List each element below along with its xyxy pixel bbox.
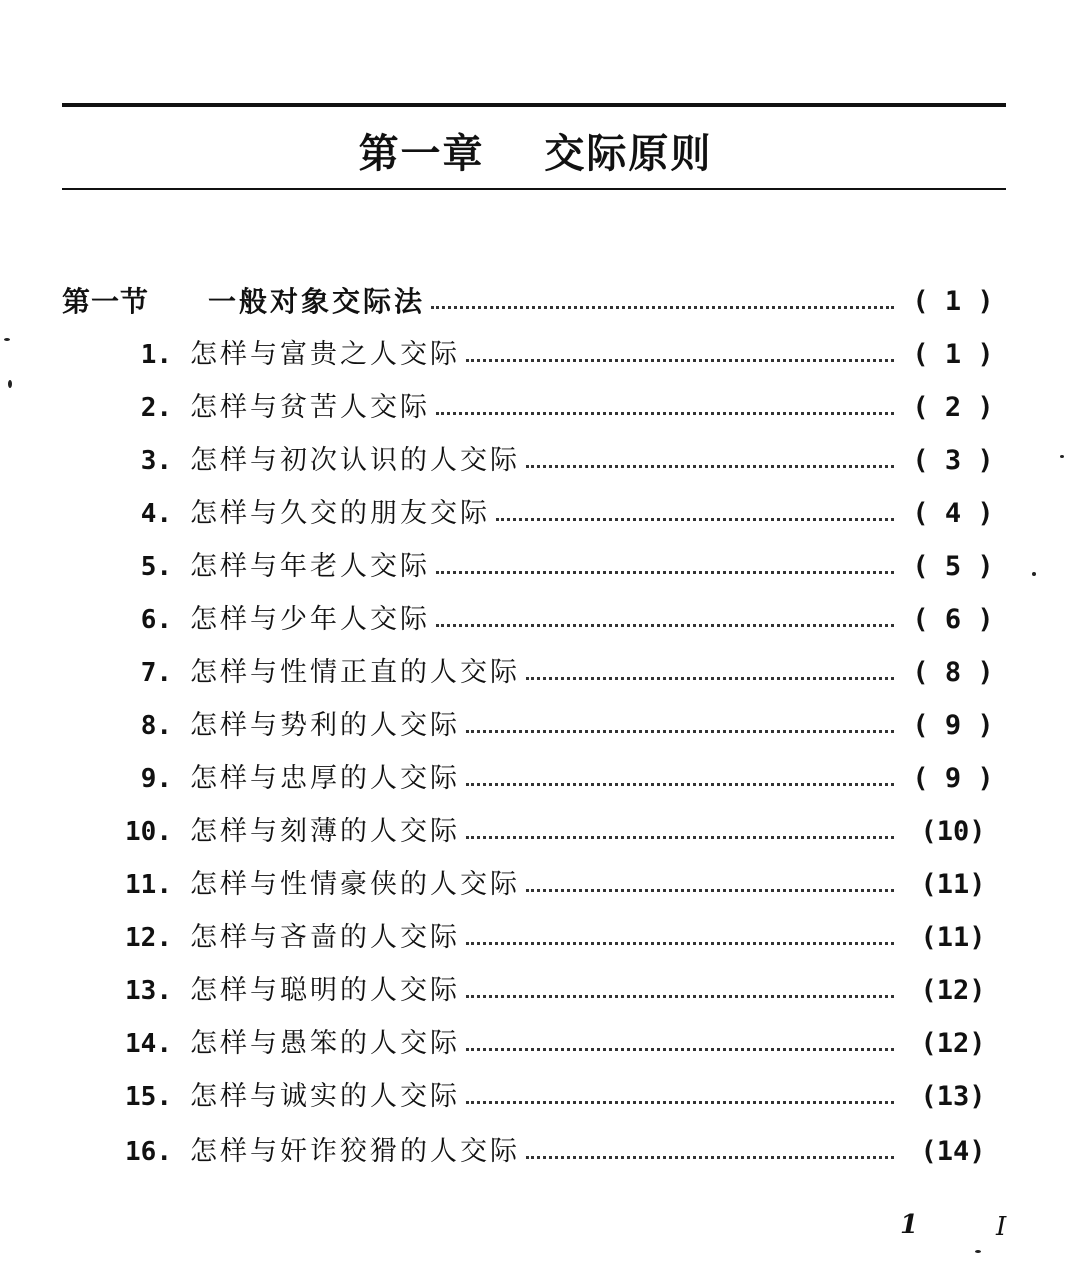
leader-dots [466, 834, 894, 839]
leader-dots [466, 728, 894, 733]
bottom-rule [62, 188, 1006, 190]
chapter-title: 第一章 交际原则 [358, 130, 713, 177]
leader-dots [526, 1154, 894, 1159]
entry-title: 怎样与聪明的人交际 [190, 975, 460, 1006]
section-page: ( 1 ) [912, 286, 994, 317]
leader-dots [436, 569, 894, 574]
top-rule [62, 103, 1006, 107]
toc-entry-row [62, 865, 1002, 905]
toc-section-row [62, 282, 1002, 322]
entry-number: 11. [125, 870, 172, 900]
entry-title: 怎样与诚实的人交际 [190, 1081, 460, 1112]
entry-number: 3. [140, 446, 172, 476]
entry-number: 16. [125, 1137, 172, 1167]
entry-page: (12) [920, 1028, 986, 1059]
toc-entry-row [62, 335, 1002, 375]
entry-page: (13) [920, 1081, 986, 1112]
margin-mark: I [996, 1212, 1007, 1242]
toc-entry-row [62, 600, 1002, 640]
section-label: 第一节 [62, 285, 150, 318]
entry-number: 10. [125, 817, 172, 847]
toc-entry-row [62, 653, 1002, 693]
leader-dots [526, 675, 894, 680]
entry-title: 怎样与富贵之人交际 [190, 339, 460, 370]
leader-dots [466, 1046, 894, 1051]
toc-entry-row [62, 1132, 1002, 1172]
entry-title: 怎样与贫苦人交际 [190, 392, 430, 423]
entry-number: 8. [140, 711, 172, 741]
entry-page: (11) [920, 869, 986, 900]
entry-title: 怎样与刻薄的人交际 [190, 816, 460, 847]
entry-number: 5. [140, 552, 172, 582]
entry-title: 怎样与吝啬的人交际 [190, 922, 460, 953]
entry-number: 15. [125, 1082, 172, 1112]
entry-number: 7. [140, 658, 172, 688]
entry-page: ( 2 ) [912, 392, 994, 423]
leader-dots [466, 1099, 894, 1104]
leader-dots [466, 357, 894, 362]
page-number: 1 [900, 1210, 919, 1240]
entry-number: 6. [140, 605, 172, 635]
entry-page: (11) [920, 922, 986, 953]
leader-dots [526, 887, 894, 892]
entry-page: ( 8 ) [912, 657, 994, 688]
entry-number: 9. [140, 764, 172, 794]
scan-speck [4, 338, 10, 341]
entry-title: 怎样与性情豪侠的人交际 [190, 869, 520, 900]
toc-entry-row [62, 971, 1002, 1011]
entry-title: 怎样与久交的朋友交际 [190, 498, 490, 529]
entry-page: ( 9 ) [912, 763, 994, 794]
entry-page: (12) [920, 975, 986, 1006]
toc-entry-row [62, 547, 1002, 587]
entry-page: (10) [920, 816, 986, 847]
entry-title: 怎样与初次认识的人交际 [190, 445, 520, 476]
leader-dots [436, 410, 894, 415]
entry-page: ( 3 ) [912, 445, 994, 476]
entry-page: (14) [920, 1136, 986, 1167]
toc-entry-row [62, 812, 1002, 852]
entry-page: ( 5 ) [912, 551, 994, 582]
entry-page: ( 9 ) [912, 710, 994, 741]
entry-title: 怎样与奸诈狡猾的人交际 [190, 1136, 520, 1167]
leader-dots [466, 940, 894, 945]
scan-speck [1060, 455, 1064, 458]
entry-page: ( 4 ) [912, 498, 994, 529]
scan-speck [1032, 572, 1036, 576]
entry-number: 13. [125, 976, 172, 1006]
section-title: 一般对象交际法 [208, 285, 426, 318]
entry-title: 怎样与年老人交际 [190, 551, 430, 582]
leader-dots [496, 516, 894, 521]
toc-entry-row [62, 494, 1002, 534]
entry-page: ( 6 ) [912, 604, 994, 635]
entry-number: 1. [140, 340, 172, 370]
entry-number: 4. [140, 499, 172, 529]
toc-entry-row [62, 759, 1002, 799]
toc-entry-row [62, 1024, 1002, 1064]
entry-number: 2. [140, 393, 172, 423]
toc-entry-row [62, 1077, 1002, 1117]
scan-speck [975, 1250, 981, 1253]
entry-title: 怎样与势利的人交际 [190, 710, 460, 741]
entry-number: 12. [125, 923, 172, 953]
leader-dots [526, 463, 894, 468]
entry-title: 怎样与性情正直的人交际 [190, 657, 520, 688]
entry-page: ( 1 ) [912, 339, 994, 370]
leader-dots [466, 993, 894, 998]
leader-dots [431, 304, 894, 309]
entry-title: 怎样与忠厚的人交际 [190, 763, 460, 794]
toc-entry-row [62, 441, 1002, 481]
scan-speck [8, 380, 12, 388]
toc-entry-row [62, 918, 1002, 958]
leader-dots [466, 781, 894, 786]
leader-dots [436, 622, 894, 627]
toc-entry-row [62, 388, 1002, 428]
entry-title: 怎样与愚笨的人交际 [190, 1028, 460, 1059]
toc-entry-row [62, 706, 1002, 746]
entry-number: 14. [125, 1029, 172, 1059]
entry-title: 怎样与少年人交际 [190, 604, 430, 635]
